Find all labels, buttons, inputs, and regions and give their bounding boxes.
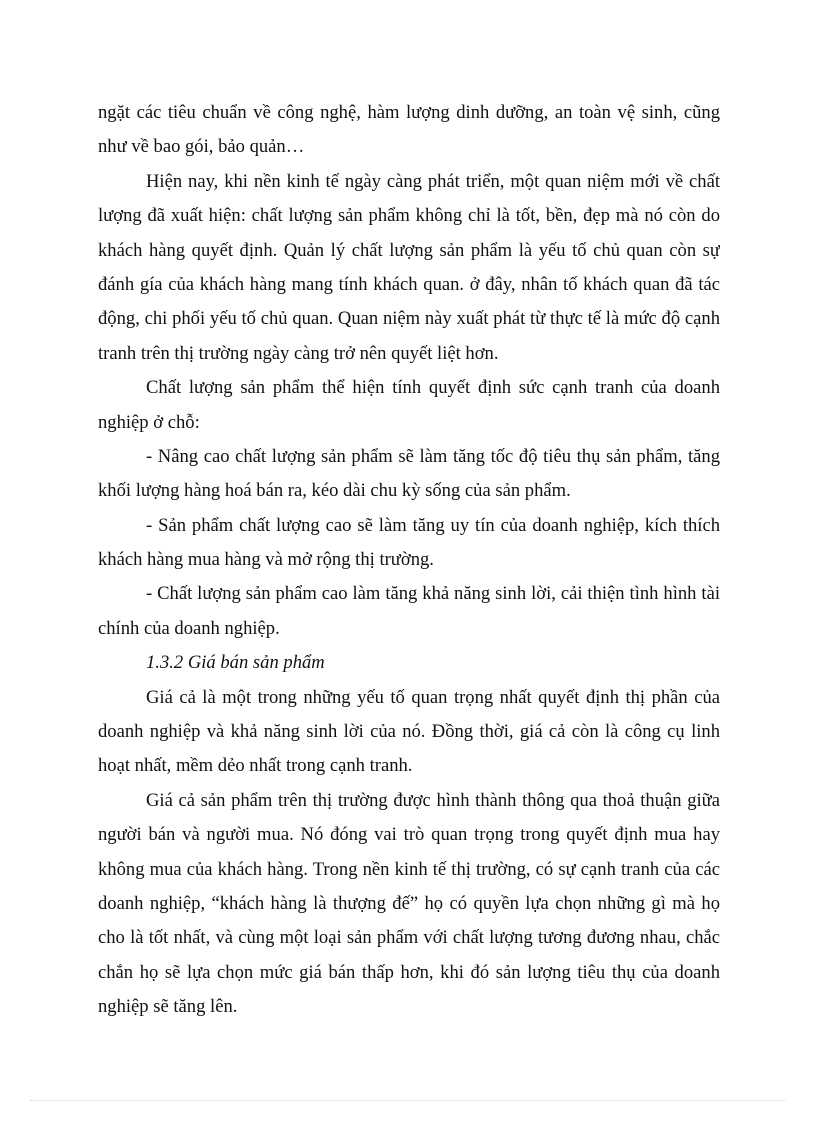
text-line: người bán và người mua. Nó đóng vai trò quan trọng trong quyết định mua hay [98, 824, 720, 846]
text-line: như về bao gói, bảo quản… [98, 136, 305, 158]
text-line: nghiệp sẽ tăng lên. [98, 996, 238, 1018]
bullet-line: - Nâng cao chất lượng sản phẩm sẽ làm tăng tốc độ tiêu thụ sản phẩm, tăng [146, 445, 720, 467]
text-line: ngặt các tiêu chuẩn về công nghệ, hàm lượng dinh dưỡng, an toàn vệ sinh, cũng [98, 102, 720, 123]
paragraph-start-line: Giá cả sản phẩm trên thị trường được hình thành thông qua thoả thuận giữa [146, 789, 720, 811]
section-heading: 1.3.2 Giá bán sản phẩm [146, 652, 325, 674]
text-line: khách hàng mua hàng và mở rộng thị trường. [98, 549, 434, 571]
text-line: doanh nghiệp và khả năng sinh lời của nó. Đồng thời, giá cả còn là công cụ linh [98, 721, 720, 743]
bullet-line: - Chất lượng sản phẩm cao làm tăng khả năng sinh lời, cải thiện tình hình tài [146, 583, 720, 605]
body-text [98, 96, 720, 1025]
text-line: khối lượng hàng hoá bán ra, kéo dài chu kỳ sống của sản phẩm. [98, 480, 571, 502]
text-line: doanh nghiệp, “khách hàng là thượng đế” họ có quyền lựa chọn những gì mà họ [98, 892, 720, 914]
text-line: đánh gía của khách hàng mang tính khách quan. ở đây, nhân tố khách quan đã tác [98, 273, 720, 295]
bullet-line: - Sản phẩm chất lượng cao sẽ làm tăng uy tín của doanh nghiệp, kích thích [146, 514, 720, 536]
text-line: chính của doanh nghiệp. [98, 617, 280, 639]
paragraph-start-line: Giá cả là một trong những yếu tố quan trọng nhất quyết định thị phần của [146, 686, 720, 708]
text-line: không mua của khách hàng. Trong nền kinh tế thị trường, có sự cạnh tranh của các [98, 858, 720, 880]
text-line: chắn họ sẽ lựa chọn mức giá bán thấp hơn, khi đó sản lượng tiêu thụ của doanh [98, 961, 720, 983]
text-line: khách hàng quyết định. Quản lý chất lượng sản phẩm là yếu tố chủ quan còn sự [98, 239, 720, 261]
text-line: cho là tốt nhất, và cùng một loại sản phẩm với chất lượng tương đương nhau, chắc [98, 927, 720, 949]
text-line: nghiệp ở chỗ: [98, 411, 200, 433]
text-line: tranh trên thị trường ngày càng trở nên quyết liệt hơn. [98, 342, 499, 364]
paragraph-start-line: Chất lượng sản phẩm thể hiện tính quyết định sức cạnh tranh của doanh [146, 377, 720, 399]
paragraph-start-line: Hiện nay, khi nền kinh tế ngày càng phát triển, một quan niệm mới về chất [146, 170, 720, 192]
page-bottom-divider [30, 1100, 786, 1101]
text-line: động, chi phối yếu tố chủ quan. Quan niệm này xuất phát từ thực tế là mức độ cạnh [98, 308, 720, 330]
text-line: lượng đã xuất hiện: chất lượng sản phẩm không chỉ là tốt, bền, đẹp mà nó còn do [98, 205, 720, 227]
text-line: hoạt nhất, mềm dẻo nhất trong cạnh tranh. [98, 755, 413, 777]
